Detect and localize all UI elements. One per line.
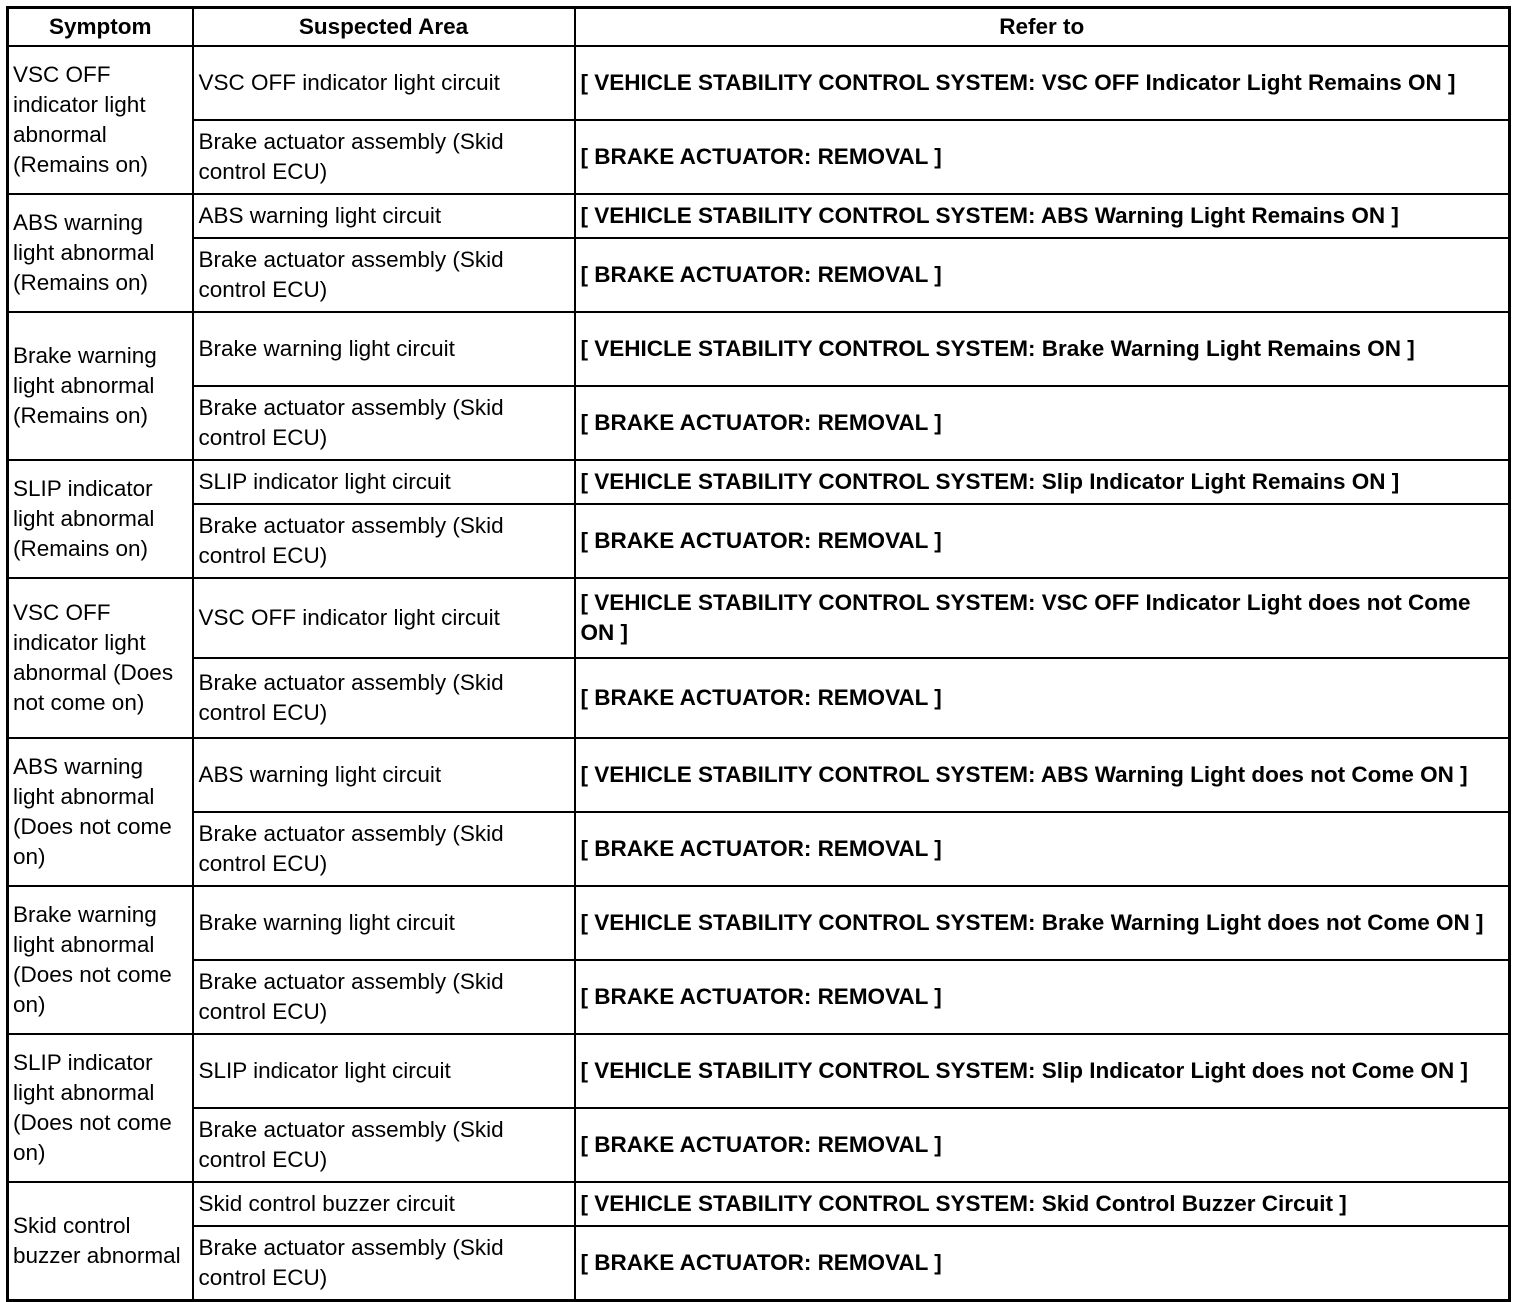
suspected-area-cell: Brake actuator assembly (Skid control ECU) — [193, 504, 575, 578]
refer-to-cell: [ VEHICLE STABILITY CONTROL SYSTEM: VSC OFF Indicator Light does not Come ON ] — [575, 578, 1510, 658]
suspected-area-cell: VSC OFF indicator light circuit — [193, 46, 575, 120]
suspected-area-cell: Brake actuator assembly (Skid control ECU) — [193, 658, 575, 738]
suspected-area-cell: ABS warning light circuit — [193, 738, 575, 812]
refer-to-cell: [ BRAKE ACTUATOR: REMOVAL ] — [575, 658, 1510, 738]
table-row — [8, 194, 1510, 238]
symptom-cell: VSC OFF indicator light abnormal (Does not come on) — [8, 578, 193, 738]
symptom-cell: SLIP indicator light abnormal (Does not come on) — [8, 1034, 193, 1182]
table-row — [8, 1034, 1510, 1108]
table-row — [8, 312, 1510, 386]
suspected-area-cell: Brake actuator assembly (Skid control ECU) — [193, 1226, 575, 1301]
diagnostic-table-container — [6, 6, 1511, 1302]
suspected-area-cell: Brake actuator assembly (Skid control ECU) — [193, 120, 575, 194]
header-symptom: Symptom — [8, 8, 193, 47]
refer-to-cell: [ VEHICLE STABILITY CONTROL SYSTEM: VSC OFF Indicator Light Remains ON ] — [575, 46, 1510, 120]
symptom-table — [6, 6, 1511, 1302]
table-row — [8, 658, 1510, 738]
refer-to-cell: [ VEHICLE STABILITY CONTROL SYSTEM: Slip Indicator Light Remains ON ] — [575, 460, 1510, 504]
table-row — [8, 738, 1510, 812]
refer-to-cell: [ VEHICLE STABILITY CONTROL SYSTEM: ABS Warning Light Remains ON ] — [575, 194, 1510, 238]
suspected-area-cell: Skid control buzzer circuit — [193, 1182, 575, 1226]
symptom-cell: VSC OFF indicator light abnormal (Remains on) — [8, 46, 193, 194]
symptom-cell: SLIP indicator light abnormal (Remains on) — [8, 460, 193, 578]
refer-to-cell: [ BRAKE ACTUATOR: REMOVAL ] — [575, 1226, 1510, 1301]
table-row — [8, 886, 1510, 960]
refer-to-cell: [ BRAKE ACTUATOR: REMOVAL ] — [575, 504, 1510, 578]
symptom-cell: Brake warning light abnormal (Remains on) — [8, 312, 193, 460]
table-row — [8, 1226, 1510, 1301]
suspected-area-cell: ABS warning light circuit — [193, 194, 575, 238]
suspected-area-cell: Brake actuator assembly (Skid control ECU) — [193, 386, 575, 460]
suspected-area-cell: Brake actuator assembly (Skid control ECU) — [193, 960, 575, 1034]
table-row — [8, 120, 1510, 194]
table-row — [8, 504, 1510, 578]
suspected-area-cell: SLIP indicator light circuit — [193, 460, 575, 504]
refer-to-cell: [ BRAKE ACTUATOR: REMOVAL ] — [575, 120, 1510, 194]
refer-to-cell: [ BRAKE ACTUATOR: REMOVAL ] — [575, 1108, 1510, 1182]
suspected-area-cell: Brake actuator assembly (Skid control ECU) — [193, 812, 575, 886]
suspected-area-cell: Brake actuator assembly (Skid control ECU) — [193, 238, 575, 312]
table-row — [8, 1182, 1510, 1226]
refer-to-cell: [ BRAKE ACTUATOR: REMOVAL ] — [575, 812, 1510, 886]
refer-to-cell: [ BRAKE ACTUATOR: REMOVAL ] — [575, 386, 1510, 460]
table-row — [8, 386, 1510, 460]
suspected-area-cell: SLIP indicator light circuit — [193, 1034, 575, 1108]
table-row — [8, 812, 1510, 886]
symptom-cell: Skid control buzzer abnormal — [8, 1182, 193, 1301]
suspected-area-cell: Brake actuator assembly (Skid control ECU) — [193, 1108, 575, 1182]
refer-to-cell: [ BRAKE ACTUATOR: REMOVAL ] — [575, 238, 1510, 312]
refer-to-cell: [ VEHICLE STABILITY CONTROL SYSTEM: ABS Warning Light does not Come ON ] — [575, 738, 1510, 812]
table-row — [8, 460, 1510, 504]
header-suspected-area: Suspected Area — [193, 8, 575, 47]
suspected-area-cell: Brake warning light circuit — [193, 312, 575, 386]
table-row — [8, 1108, 1510, 1182]
refer-to-cell: [ VEHICLE STABILITY CONTROL SYSTEM: Brake Warning Light does not Come ON ] — [575, 886, 1510, 960]
refer-to-cell: [ BRAKE ACTUATOR: REMOVAL ] — [575, 960, 1510, 1034]
table-row — [8, 960, 1510, 1034]
table-row — [8, 578, 1510, 658]
refer-to-cell: [ VEHICLE STABILITY CONTROL SYSTEM: Slip Indicator Light does not Come ON ] — [575, 1034, 1510, 1108]
suspected-area-cell: VSC OFF indicator light circuit — [193, 578, 575, 658]
table-row — [8, 46, 1510, 120]
refer-to-cell: [ VEHICLE STABILITY CONTROL SYSTEM: Brake Warning Light Remains ON ] — [575, 312, 1510, 386]
symptom-cell: Brake warning light abnormal (Does not come on) — [8, 886, 193, 1034]
refer-to-cell: [ VEHICLE STABILITY CONTROL SYSTEM: Skid Control Buzzer Circuit ] — [575, 1182, 1510, 1226]
table-row — [8, 238, 1510, 312]
header-row — [8, 8, 1510, 47]
suspected-area-cell: Brake warning light circuit — [193, 886, 575, 960]
header-refer-to: Refer to — [575, 8, 1510, 47]
symptom-cell: ABS warning light abnormal (Does not come on) — [8, 738, 193, 886]
symptom-cell: ABS warning light abnormal (Remains on) — [8, 194, 193, 312]
